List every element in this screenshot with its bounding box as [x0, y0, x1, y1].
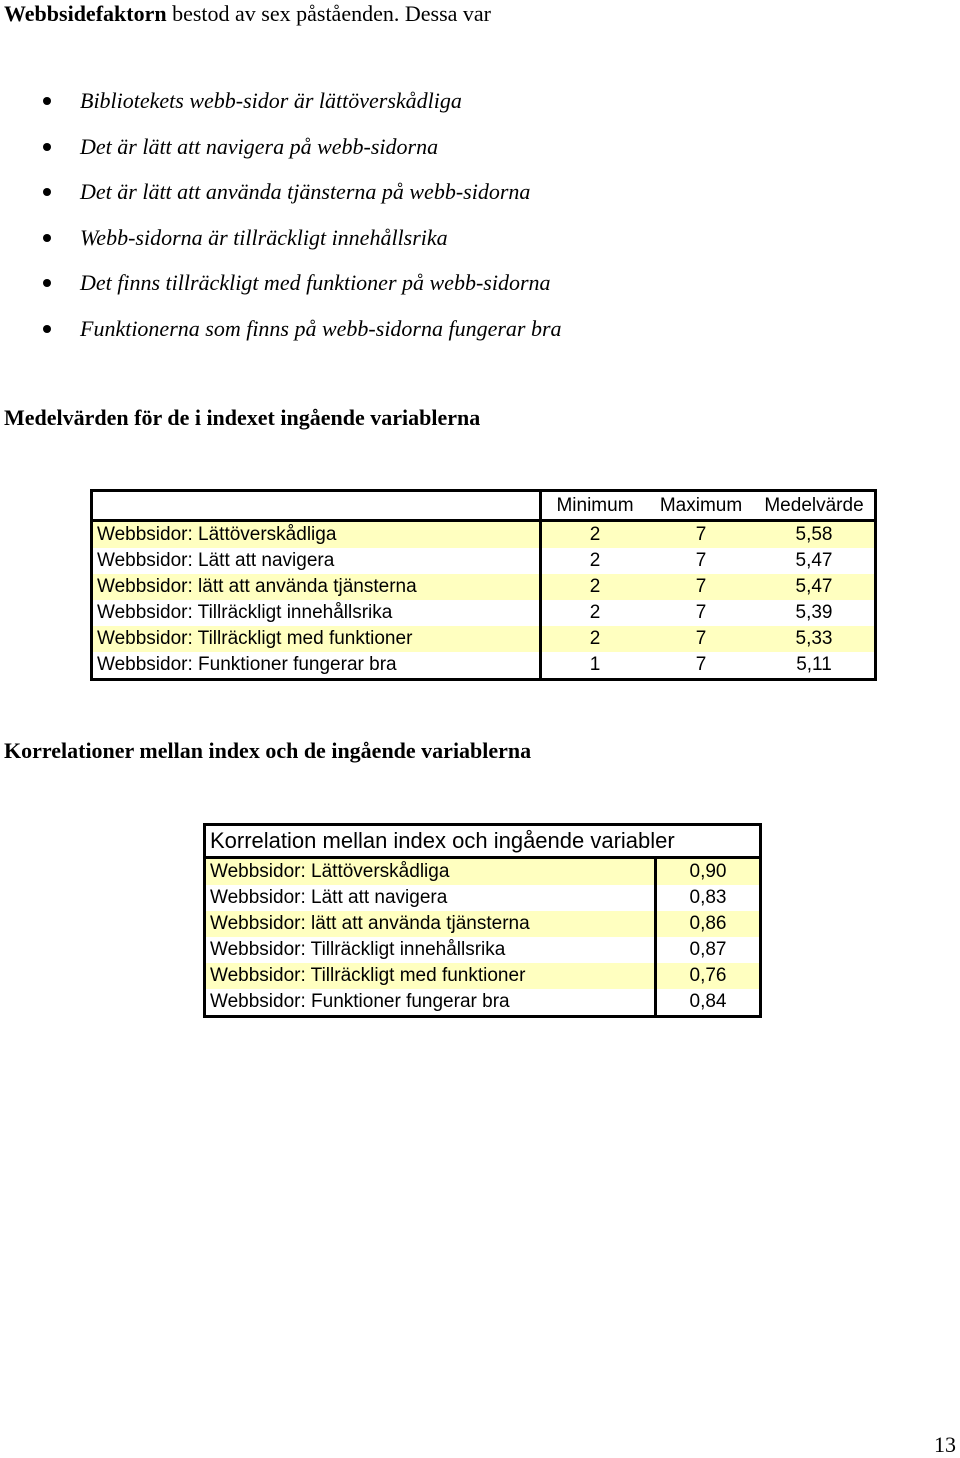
table-cell: 7: [695, 654, 707, 675]
bullet-icon: [43, 279, 51, 287]
table-cell: Webbsidor: Lätt att navigera: [92, 548, 541, 574]
table-cell: 7: [695, 550, 707, 571]
list-item: [0, 306, 562, 352]
table-header-cell: Minimum: [541, 491, 649, 521]
table-cell: 2: [541, 626, 649, 652]
table-header-cell: Medelvärde: [754, 491, 876, 521]
table-cell: 7: [648, 574, 754, 600]
table-cell: Webbsidor: lätt att använda tjänsterna: [92, 574, 541, 600]
intro-paragraph: [4, 0, 491, 28]
statement-text: Funktionerna som finns på webb-sidorna fungerar bra: [80, 315, 562, 341]
table-row: [205, 937, 761, 963]
table-cell: 5,39: [795, 602, 833, 623]
table-cell: Webbsidor: Tillräckligt med funktioner: [205, 963, 656, 989]
table-row: [92, 548, 876, 574]
table-row: [92, 521, 876, 549]
table-cell: 1: [589, 654, 601, 675]
intro-text: bestod av sex påståenden. Dessa var: [166, 1, 491, 26]
table-row: [205, 911, 761, 937]
page-number: 13: [934, 1432, 956, 1457]
table-header-row: [92, 491, 876, 521]
table-row: [92, 652, 876, 680]
table-cell: Webbsidor: Lättöverskådliga: [92, 521, 541, 549]
table-cell: 5,33: [754, 626, 876, 652]
correlation-heading: Korrelationer mellan index och de ingående variablerna: [4, 738, 532, 763]
table-cell: 7: [695, 602, 707, 623]
list-item: [0, 124, 562, 170]
table-cell: Webbsidor: Tillräckligt med funktioner: [92, 626, 541, 652]
table-row: [205, 885, 761, 911]
table-cell: 5,11: [796, 654, 832, 675]
table-cell: Webbsidor: lätt att använda tjänsterna: [205, 911, 656, 937]
list-item: [0, 78, 562, 124]
statement-text: Det är lätt att navigera på webb-sidorna: [80, 133, 439, 159]
table-cell: 2: [541, 521, 649, 549]
statement-list: [0, 78, 562, 351]
table-cell: 7: [648, 626, 754, 652]
statement-text: Bibliotekets webb-sidor är lättöverskådliga: [80, 88, 462, 113]
table-row: [92, 626, 876, 652]
means-table: [90, 489, 877, 681]
bullet-icon: [43, 97, 51, 105]
table-cell: Webbsidor: Lätt att navigera: [205, 885, 656, 911]
means-heading: Medelvärden för de i indexet ingående variablerna: [4, 405, 481, 430]
bullet-icon: [43, 325, 51, 333]
list-item: [0, 169, 562, 215]
statement-text: Det finns tillräckligt med funktioner på webb-sidorna: [80, 270, 551, 295]
table-row: [92, 600, 876, 626]
table-cell: Webbsidor: Funktioner fungerar bra: [205, 989, 656, 1017]
table-row: [92, 574, 876, 600]
table-cell: 7: [648, 521, 754, 549]
table-cell: 0,76: [656, 963, 761, 989]
bullet-icon: [43, 143, 51, 151]
table-cell: 0,90: [656, 858, 761, 886]
table-cell: Webbsidor: Tillräckligt innehållsrika: [92, 600, 541, 626]
table-row: [205, 963, 761, 989]
table-cell: 2: [589, 550, 601, 571]
statement-text: Det är lätt att använda tjänsterna på webb-sidorna: [80, 179, 531, 204]
table-header-cell: [92, 491, 541, 521]
table-cell: 0,86: [656, 911, 761, 937]
list-item: [0, 215, 562, 261]
table-cell: Webbsidor: Funktioner fungerar bra: [92, 652, 541, 680]
correlation-table: [203, 823, 762, 1018]
table-cell: 5,58: [754, 521, 876, 549]
list-item: [0, 260, 562, 306]
table-header-row: [205, 825, 761, 858]
table-cell: 0,84: [689, 991, 727, 1012]
table-cell: 0,83: [689, 887, 727, 908]
table-cell: 0,87: [689, 939, 727, 960]
table-cell: 5,47: [795, 550, 833, 571]
intro-bold-term: Webbsidefaktorn: [4, 1, 167, 26]
table-caption: Korrelation mellan index och ingående variabler: [205, 825, 761, 858]
bullet-icon: [43, 234, 51, 242]
statement-text: Webb-sidorna är tillräckligt innehållsrika: [80, 224, 448, 250]
table-header-cell: Maximum: [648, 491, 754, 521]
table-row: [205, 989, 761, 1017]
table-cell: 5,47: [754, 574, 876, 600]
table-row: [205, 858, 761, 886]
table-cell: 2: [589, 602, 601, 623]
table-cell: Webbsidor: Lättöverskådliga: [205, 858, 656, 886]
bullet-icon: [43, 188, 51, 196]
table-cell: Webbsidor: Tillräckligt innehållsrika: [205, 937, 656, 963]
table-cell: 2: [541, 574, 649, 600]
